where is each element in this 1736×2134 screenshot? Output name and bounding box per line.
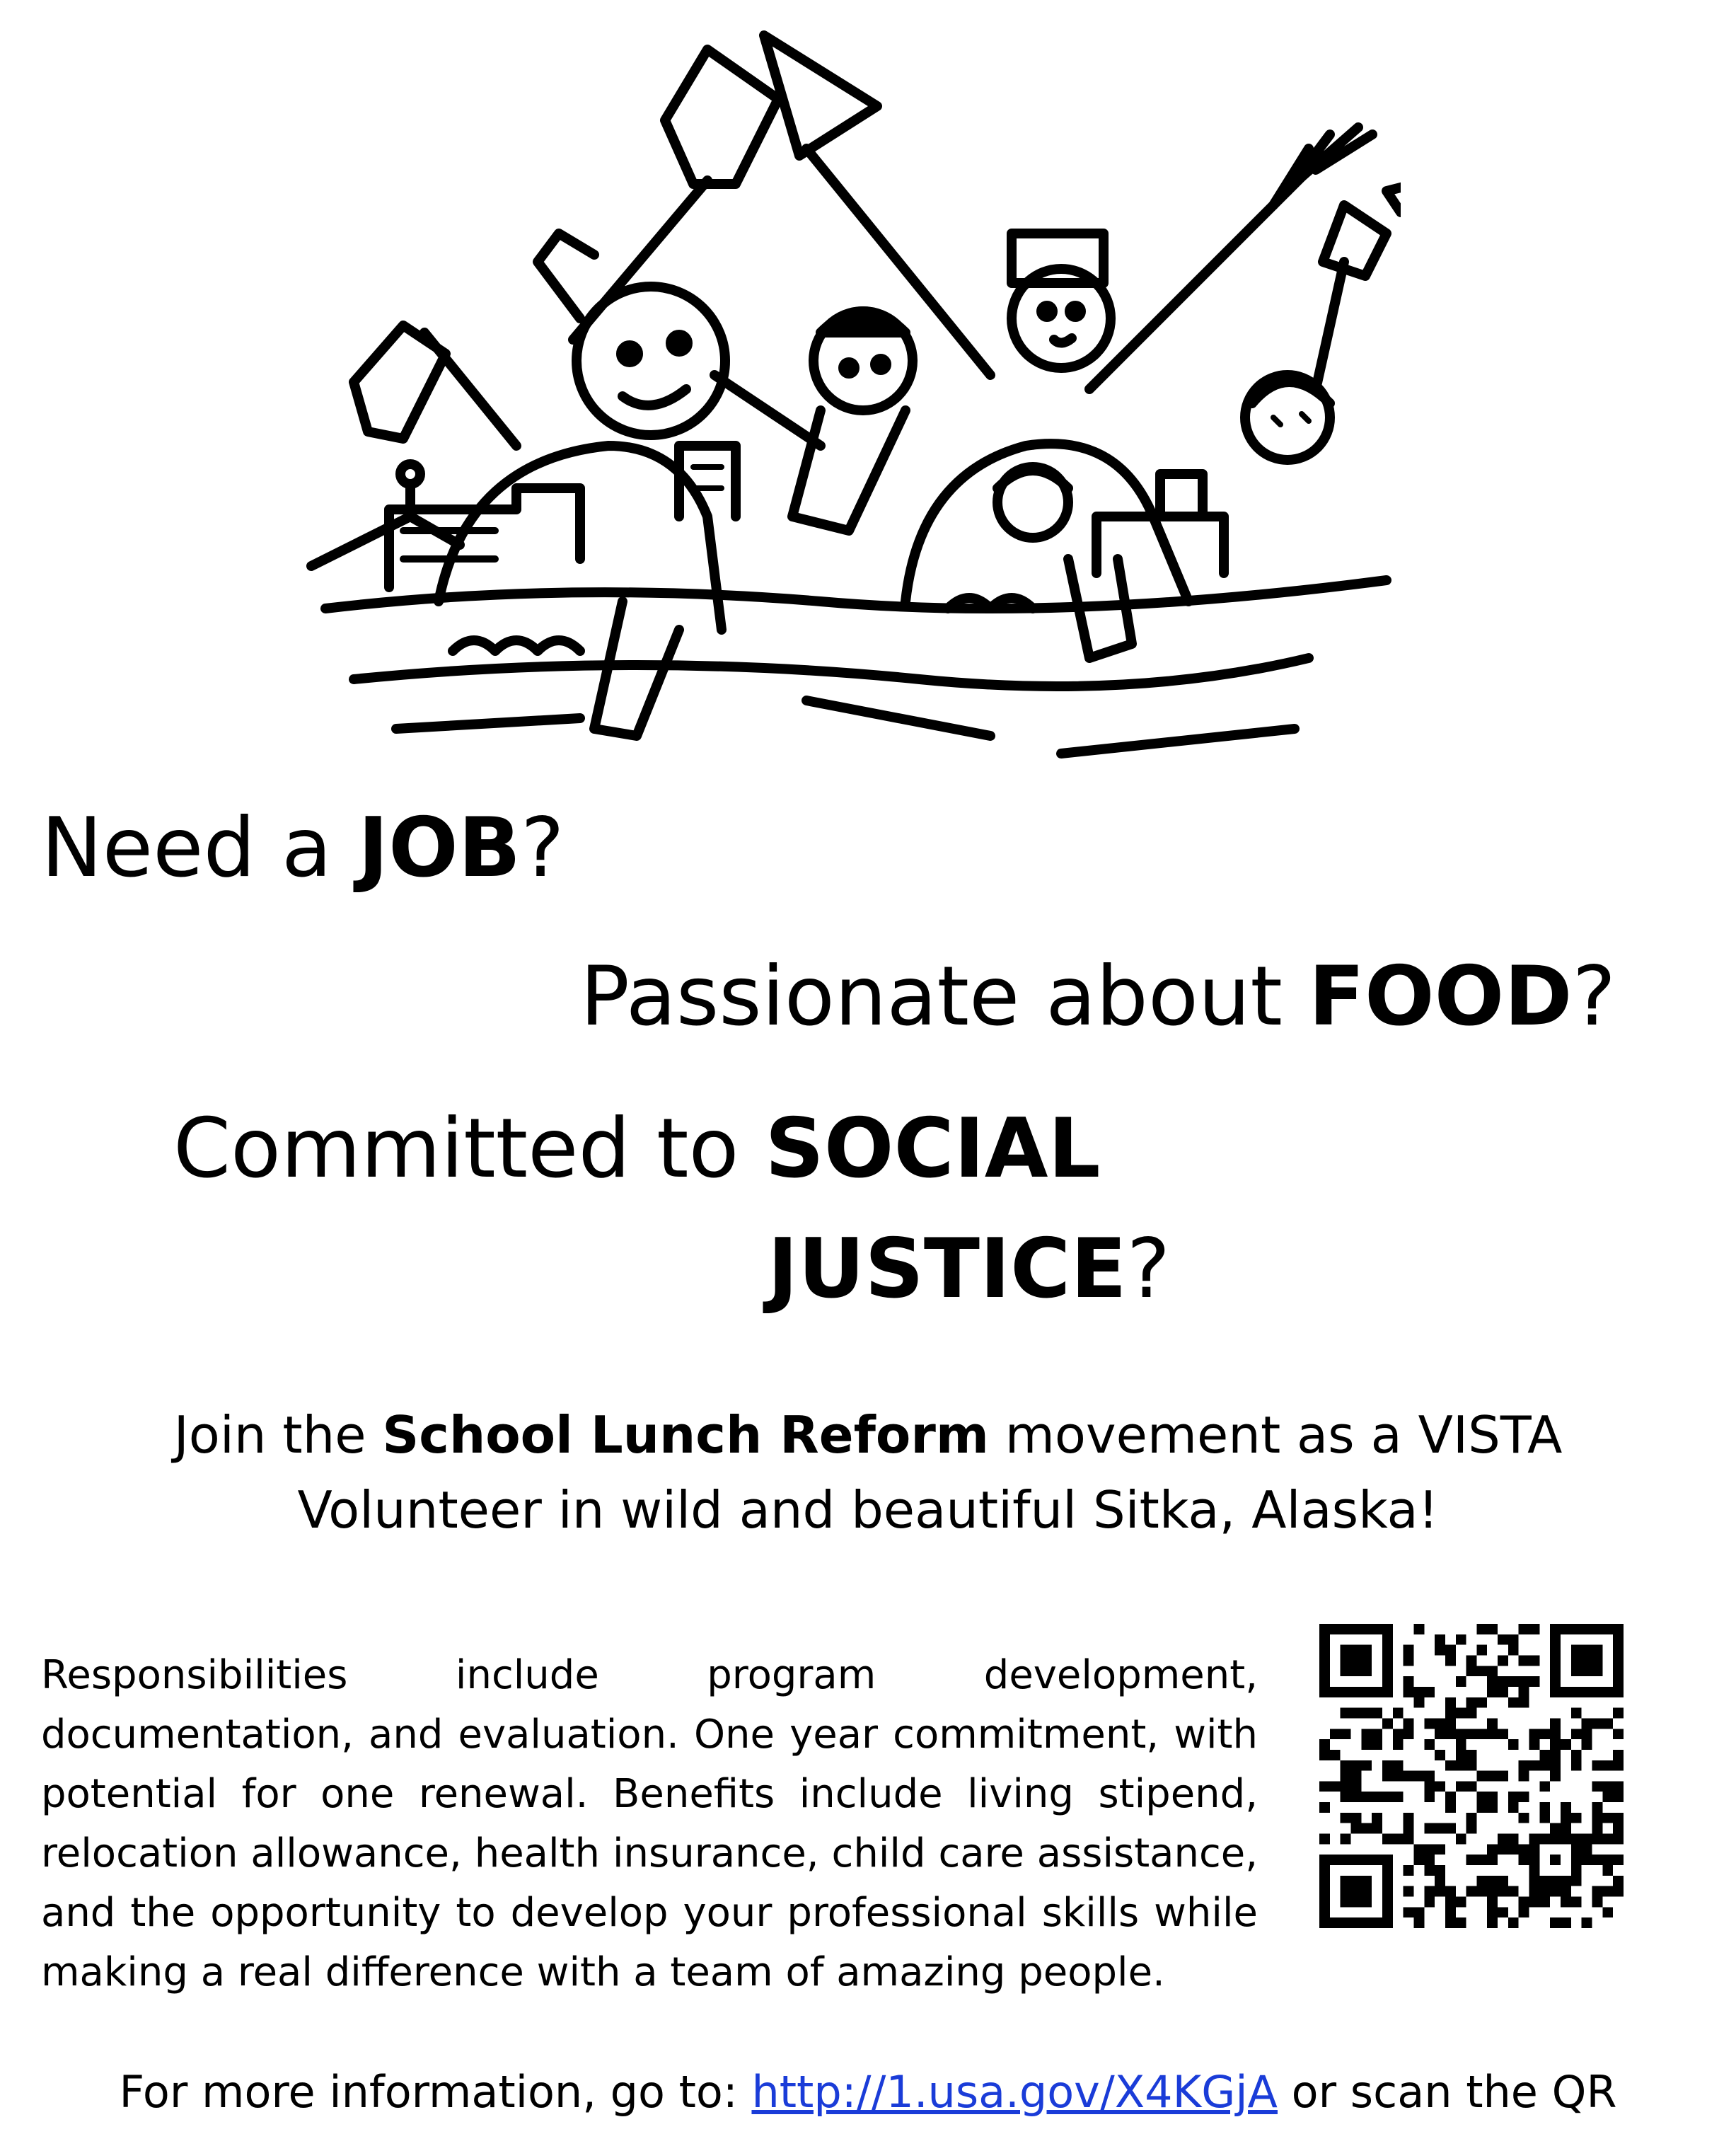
- info-link[interactable]: http://1.usa.gov/X4KGjA: [751, 2066, 1278, 2118]
- headline-justice: JUSTICE?: [768, 1221, 1171, 1317]
- more-info-suffix: or scan the QR: [1277, 2066, 1617, 2118]
- headline-passionate-about-food: Passionate about FOOD?: [580, 949, 1616, 1044]
- headline-committed-to-social: Committed to SOCIAL: [173, 1101, 1101, 1196]
- join-invitation: [0, 1397, 1736, 1547]
- workers-with-shovels-illustration: [283, 21, 1401, 764]
- join-line-2: Volunteer in wild and beautiful Sitka, Alaska!: [297, 1480, 1439, 1540]
- join-line-1: Join the School Lunch Reform movement as a VISTA: [173, 1405, 1563, 1465]
- responsibilities-paragraph: Responsibilities include program development, documentation, and evaluation. One year commitment, with potential for one renewal. Benefits include living stipend, relocation allowance, health insurance, child care assistance, and the opportunity to develop your professional skills while making a real difference with a team of amazing people.: [41, 1652, 1258, 1995]
- more-info-prefix: For more information, go to:: [119, 2066, 752, 2118]
- more-information-line: [0, 2063, 1736, 2122]
- qr-code-icon[interactable]: [1319, 1624, 1624, 1928]
- headline-need-a-job: Need a JOB?: [41, 800, 565, 896]
